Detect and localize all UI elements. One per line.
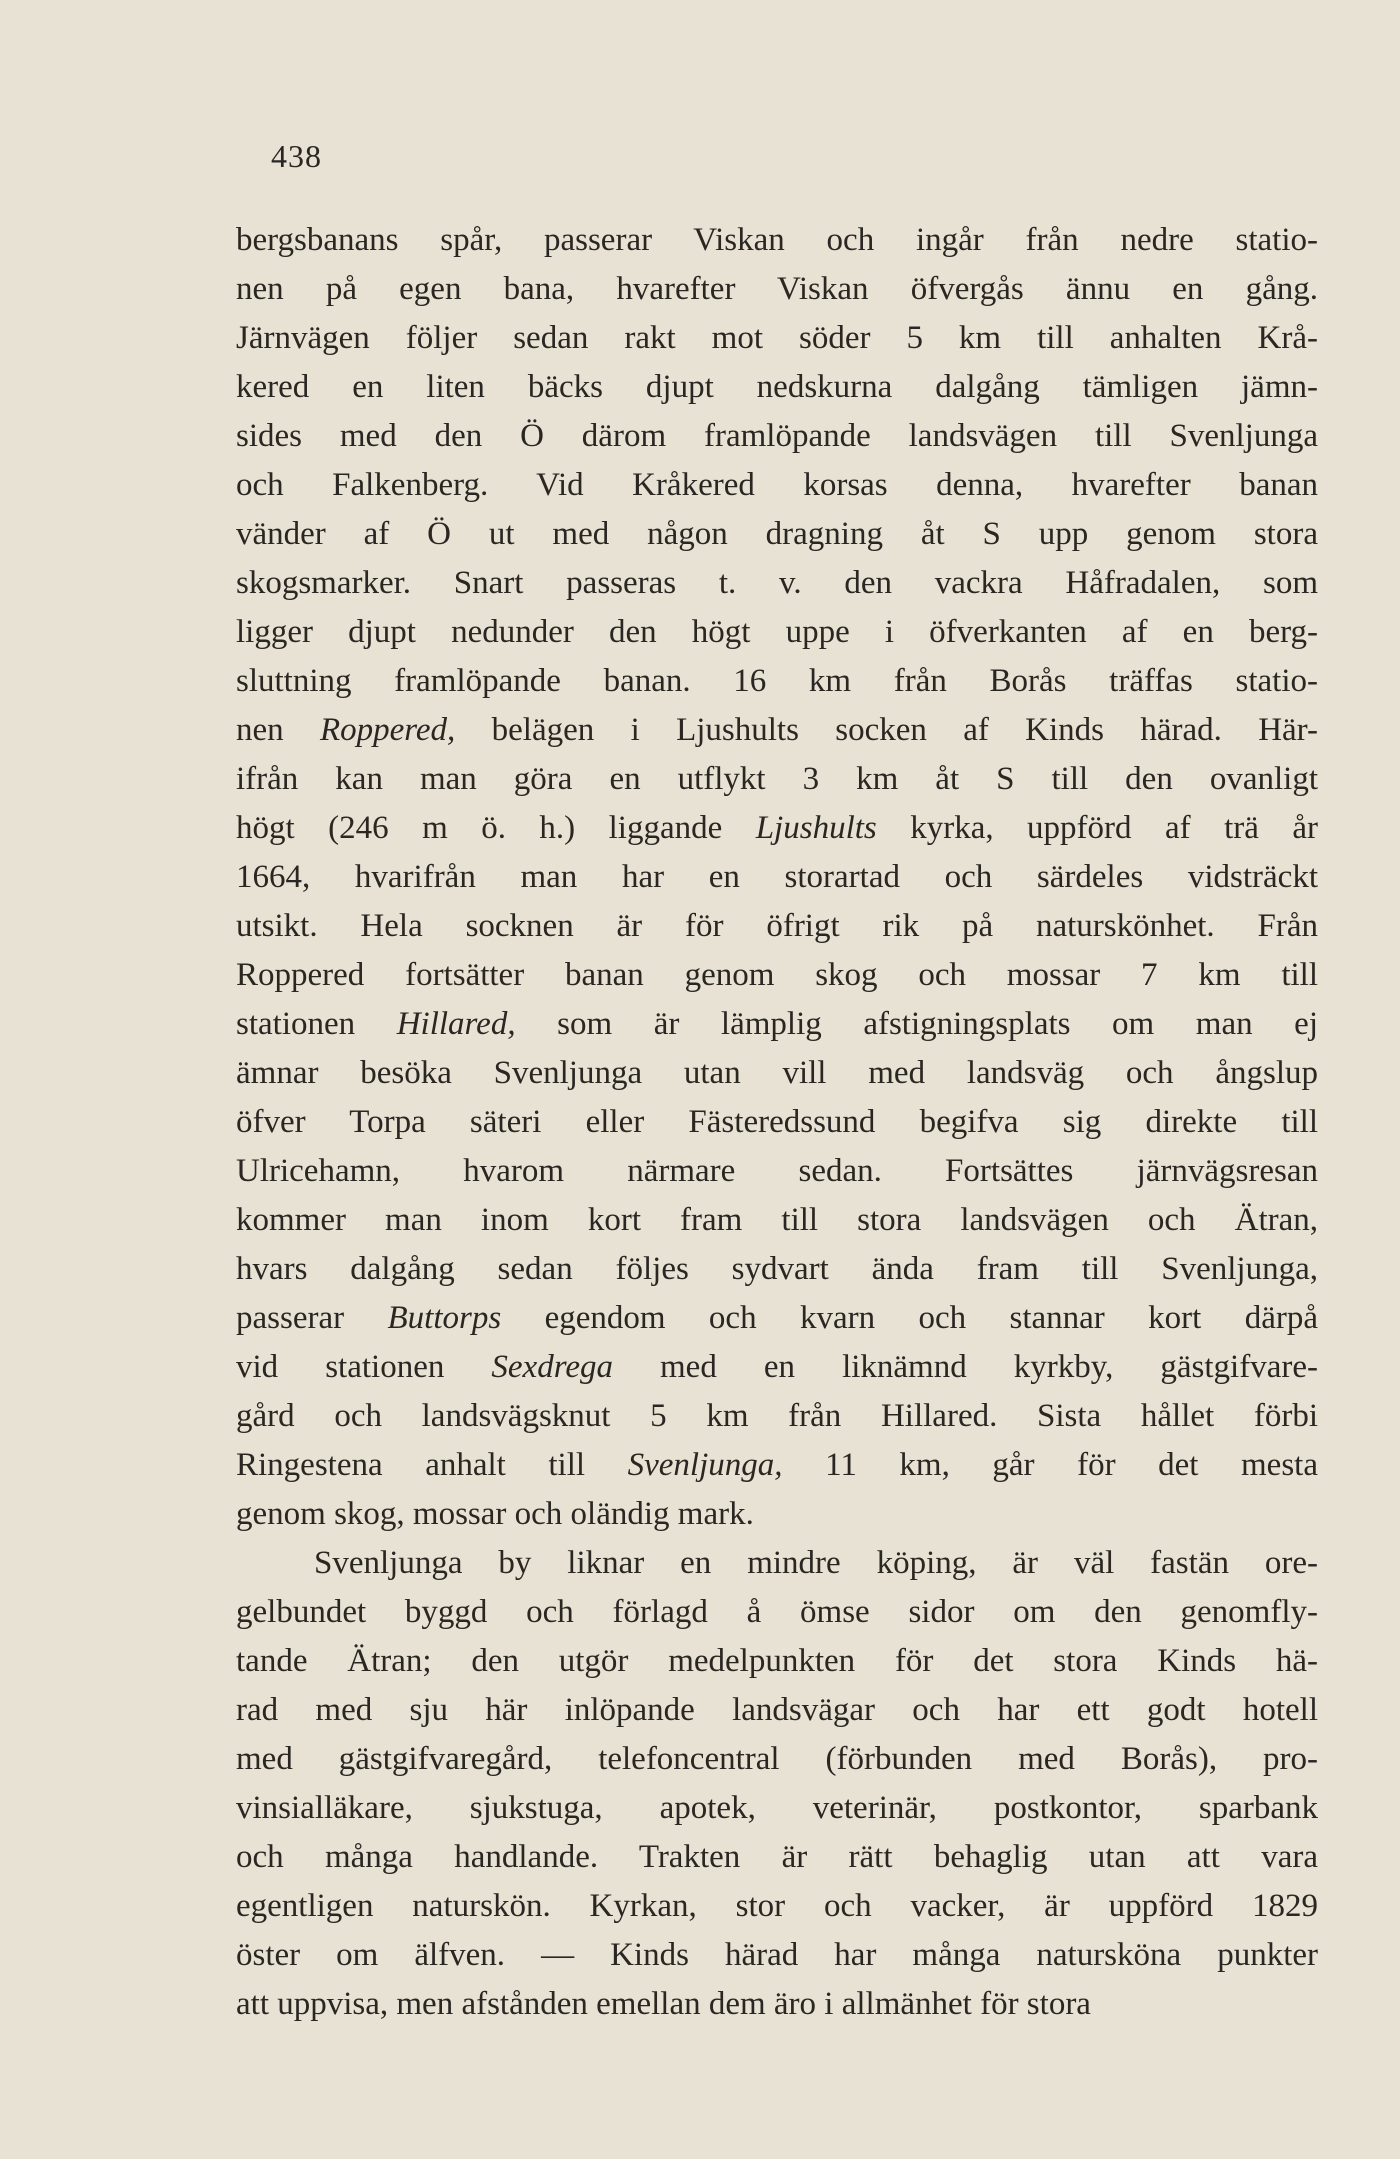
text-segment: nen på egen bana, hvarefter Viskan öfvergås ännu en gång. bbox=[236, 271, 1318, 307]
place-name-italic: Sexdrega bbox=[491, 1349, 613, 1385]
text-segment: och Falkenberg. Vid Kråkered korsas denna, hvarefter banan bbox=[236, 467, 1318, 503]
text-line bbox=[236, 1441, 1318, 1490]
text-line bbox=[236, 559, 1318, 608]
text-segment: Järnvägen följer sedan rakt mot söder 5 km till anhalten Krå- bbox=[236, 320, 1318, 356]
text-segment: hvars dalgång sedan följes sydvart ända fram till Svenljunga, bbox=[236, 1251, 1318, 1287]
text-line bbox=[236, 1147, 1318, 1196]
text-segment: Ringestena anhalt till bbox=[236, 1447, 628, 1483]
text-segment: med en liknämnd kyrkby, gästgifvare- bbox=[612, 1349, 1318, 1385]
text-segment: nen bbox=[236, 712, 320, 748]
text-segment: gård och landsvägsknut 5 km från Hillared. Sista hållet förbi bbox=[236, 1398, 1318, 1434]
place-name-italic: Svenljunga, bbox=[627, 1447, 783, 1483]
page-number: 438 bbox=[271, 138, 322, 174]
text-line bbox=[236, 902, 1318, 951]
text-line bbox=[236, 608, 1318, 657]
text-segment: vid stationen bbox=[236, 1349, 492, 1385]
text-line bbox=[236, 706, 1318, 755]
text-line bbox=[236, 755, 1318, 804]
text-segment: vänder af Ö ut med någon dragning åt S upp genom stora bbox=[236, 516, 1318, 552]
text-line bbox=[236, 1539, 1318, 1588]
text-segment: utsikt. Hela socknen är för öfrigt rik på naturskönhet. Från bbox=[236, 908, 1318, 944]
text-line bbox=[236, 314, 1318, 363]
text-line bbox=[236, 1882, 1318, 1931]
text-segment: öster om älfven. — Kinds härad har många natursköna punkter bbox=[236, 1937, 1318, 1973]
text-line bbox=[236, 216, 1318, 265]
text-segment: ämnar besöka Svenljunga utan vill med landsväg och ångslup bbox=[236, 1055, 1318, 1091]
text-line bbox=[236, 853, 1318, 902]
body-text bbox=[236, 216, 1318, 2029]
text-line bbox=[236, 510, 1318, 559]
text-line bbox=[236, 1343, 1318, 1392]
text-segment: kered en liten bäcks djupt nedskurna dalgång tämligen jämn- bbox=[236, 369, 1318, 405]
text-line bbox=[236, 1000, 1318, 1049]
text-line bbox=[236, 412, 1318, 461]
text-segment: 1664, hvarifrån man har en storartad och särdeles vidsträckt bbox=[236, 859, 1318, 895]
text-segment: egentligen naturskön. Kyrkan, stor och vacker, är uppförd 1829 bbox=[236, 1888, 1318, 1924]
text-line bbox=[236, 1980, 1318, 2029]
text-line bbox=[236, 1735, 1318, 1784]
text-segment: egendom och kvarn och stannar kort därpå bbox=[501, 1300, 1318, 1336]
text-segment: med gästgifvaregård, telefoncentral (förbunden med Borås), pro- bbox=[236, 1741, 1318, 1777]
text-segment: sluttning framlöpande banan. 16 km från Borås träffas statio- bbox=[236, 663, 1318, 699]
text-segment: ifrån kan man göra en utflykt 3 km åt S till den ovanligt bbox=[236, 761, 1318, 797]
text-segment: passerar bbox=[236, 1300, 388, 1336]
text-segment: att uppvisa, men afstånden emellan dem äro i allmänhet för stora bbox=[236, 1986, 1091, 2022]
text-segment: tande Ätran; den utgör medelpunkten för det stora Kinds hä- bbox=[236, 1643, 1318, 1679]
text-line bbox=[236, 1931, 1318, 1980]
text-line bbox=[236, 657, 1318, 706]
text-segment: kyrka, uppförd af trä år bbox=[876, 810, 1318, 846]
text-line bbox=[236, 1294, 1318, 1343]
text-line bbox=[236, 1196, 1318, 1245]
text-segment: ligger djupt nedunder den högt uppe i öfverkanten af en berg- bbox=[236, 614, 1318, 650]
text-line bbox=[236, 1588, 1318, 1637]
text-line bbox=[236, 265, 1318, 314]
text-segment: öfver Torpa säteri eller Fästeredssund begifva sig direkte till bbox=[236, 1104, 1318, 1140]
text-segment: Roppered fortsätter banan genom skog och mossar 7 km till bbox=[236, 957, 1318, 993]
text-segment: 11 km, går för det mesta bbox=[782, 1447, 1318, 1483]
text-segment: sides med den Ö därom framlöpande landsvägen till Svenljunga bbox=[236, 418, 1318, 454]
text-segment: kommer man inom kort fram till stora landsvägen och Ätran, bbox=[236, 1202, 1318, 1238]
text-line bbox=[236, 1490, 1318, 1539]
text-segment: Svenljunga by liknar en mindre köping, är väl fastän ore- bbox=[314, 1545, 1318, 1581]
text-line bbox=[236, 1392, 1318, 1441]
text-segment: Ulricehamn, hvarom närmare sedan. Fortsättes järnvägsresan bbox=[236, 1153, 1318, 1189]
text-segment: genom skog, mossar och oländig mark. bbox=[236, 1496, 754, 1532]
place-name-italic: Roppered, bbox=[319, 712, 456, 748]
text-segment: rad med sju här inlöpande landsvägar och har ett godt hotell bbox=[236, 1692, 1318, 1728]
place-name-italic: Hillared, bbox=[396, 1006, 516, 1042]
place-name-italic: Buttorps bbox=[387, 1300, 502, 1336]
text-segment: och många handlande. Trakten är rätt behaglig utan att vara bbox=[236, 1839, 1318, 1875]
text-line bbox=[236, 1245, 1318, 1294]
text-line bbox=[236, 804, 1318, 853]
text-line bbox=[236, 1637, 1318, 1686]
text-line bbox=[236, 1098, 1318, 1147]
text-line bbox=[236, 1833, 1318, 1882]
text-line bbox=[236, 1784, 1318, 1833]
text-line bbox=[236, 461, 1318, 510]
text-line bbox=[236, 951, 1318, 1000]
text-line bbox=[236, 1686, 1318, 1735]
place-name-italic: Ljushults bbox=[755, 810, 877, 846]
text-segment: vinsialläkare, sjukstuga, apotek, veterinär, postkontor, sparbank bbox=[236, 1790, 1318, 1826]
text-segment: som är lämplig afstigningsplats om man ej bbox=[515, 1006, 1318, 1042]
text-segment: skogsmarker. Snart passeras t. v. den vackra Håfradalen, som bbox=[236, 565, 1318, 601]
text-segment: gelbundet byggd och förlagd å ömse sidor om den genomfly- bbox=[236, 1594, 1318, 1630]
text-segment: belägen i Ljushults socken af Kinds härad. Här- bbox=[455, 712, 1318, 748]
text-segment: bergsbanans spår, passerar Viskan och ingår från nedre statio- bbox=[236, 222, 1318, 258]
text-line bbox=[236, 1049, 1318, 1098]
text-line bbox=[236, 363, 1318, 412]
text-segment: stationen bbox=[236, 1006, 397, 1042]
text-segment: högt (246 m ö. h.) liggande bbox=[236, 810, 756, 846]
